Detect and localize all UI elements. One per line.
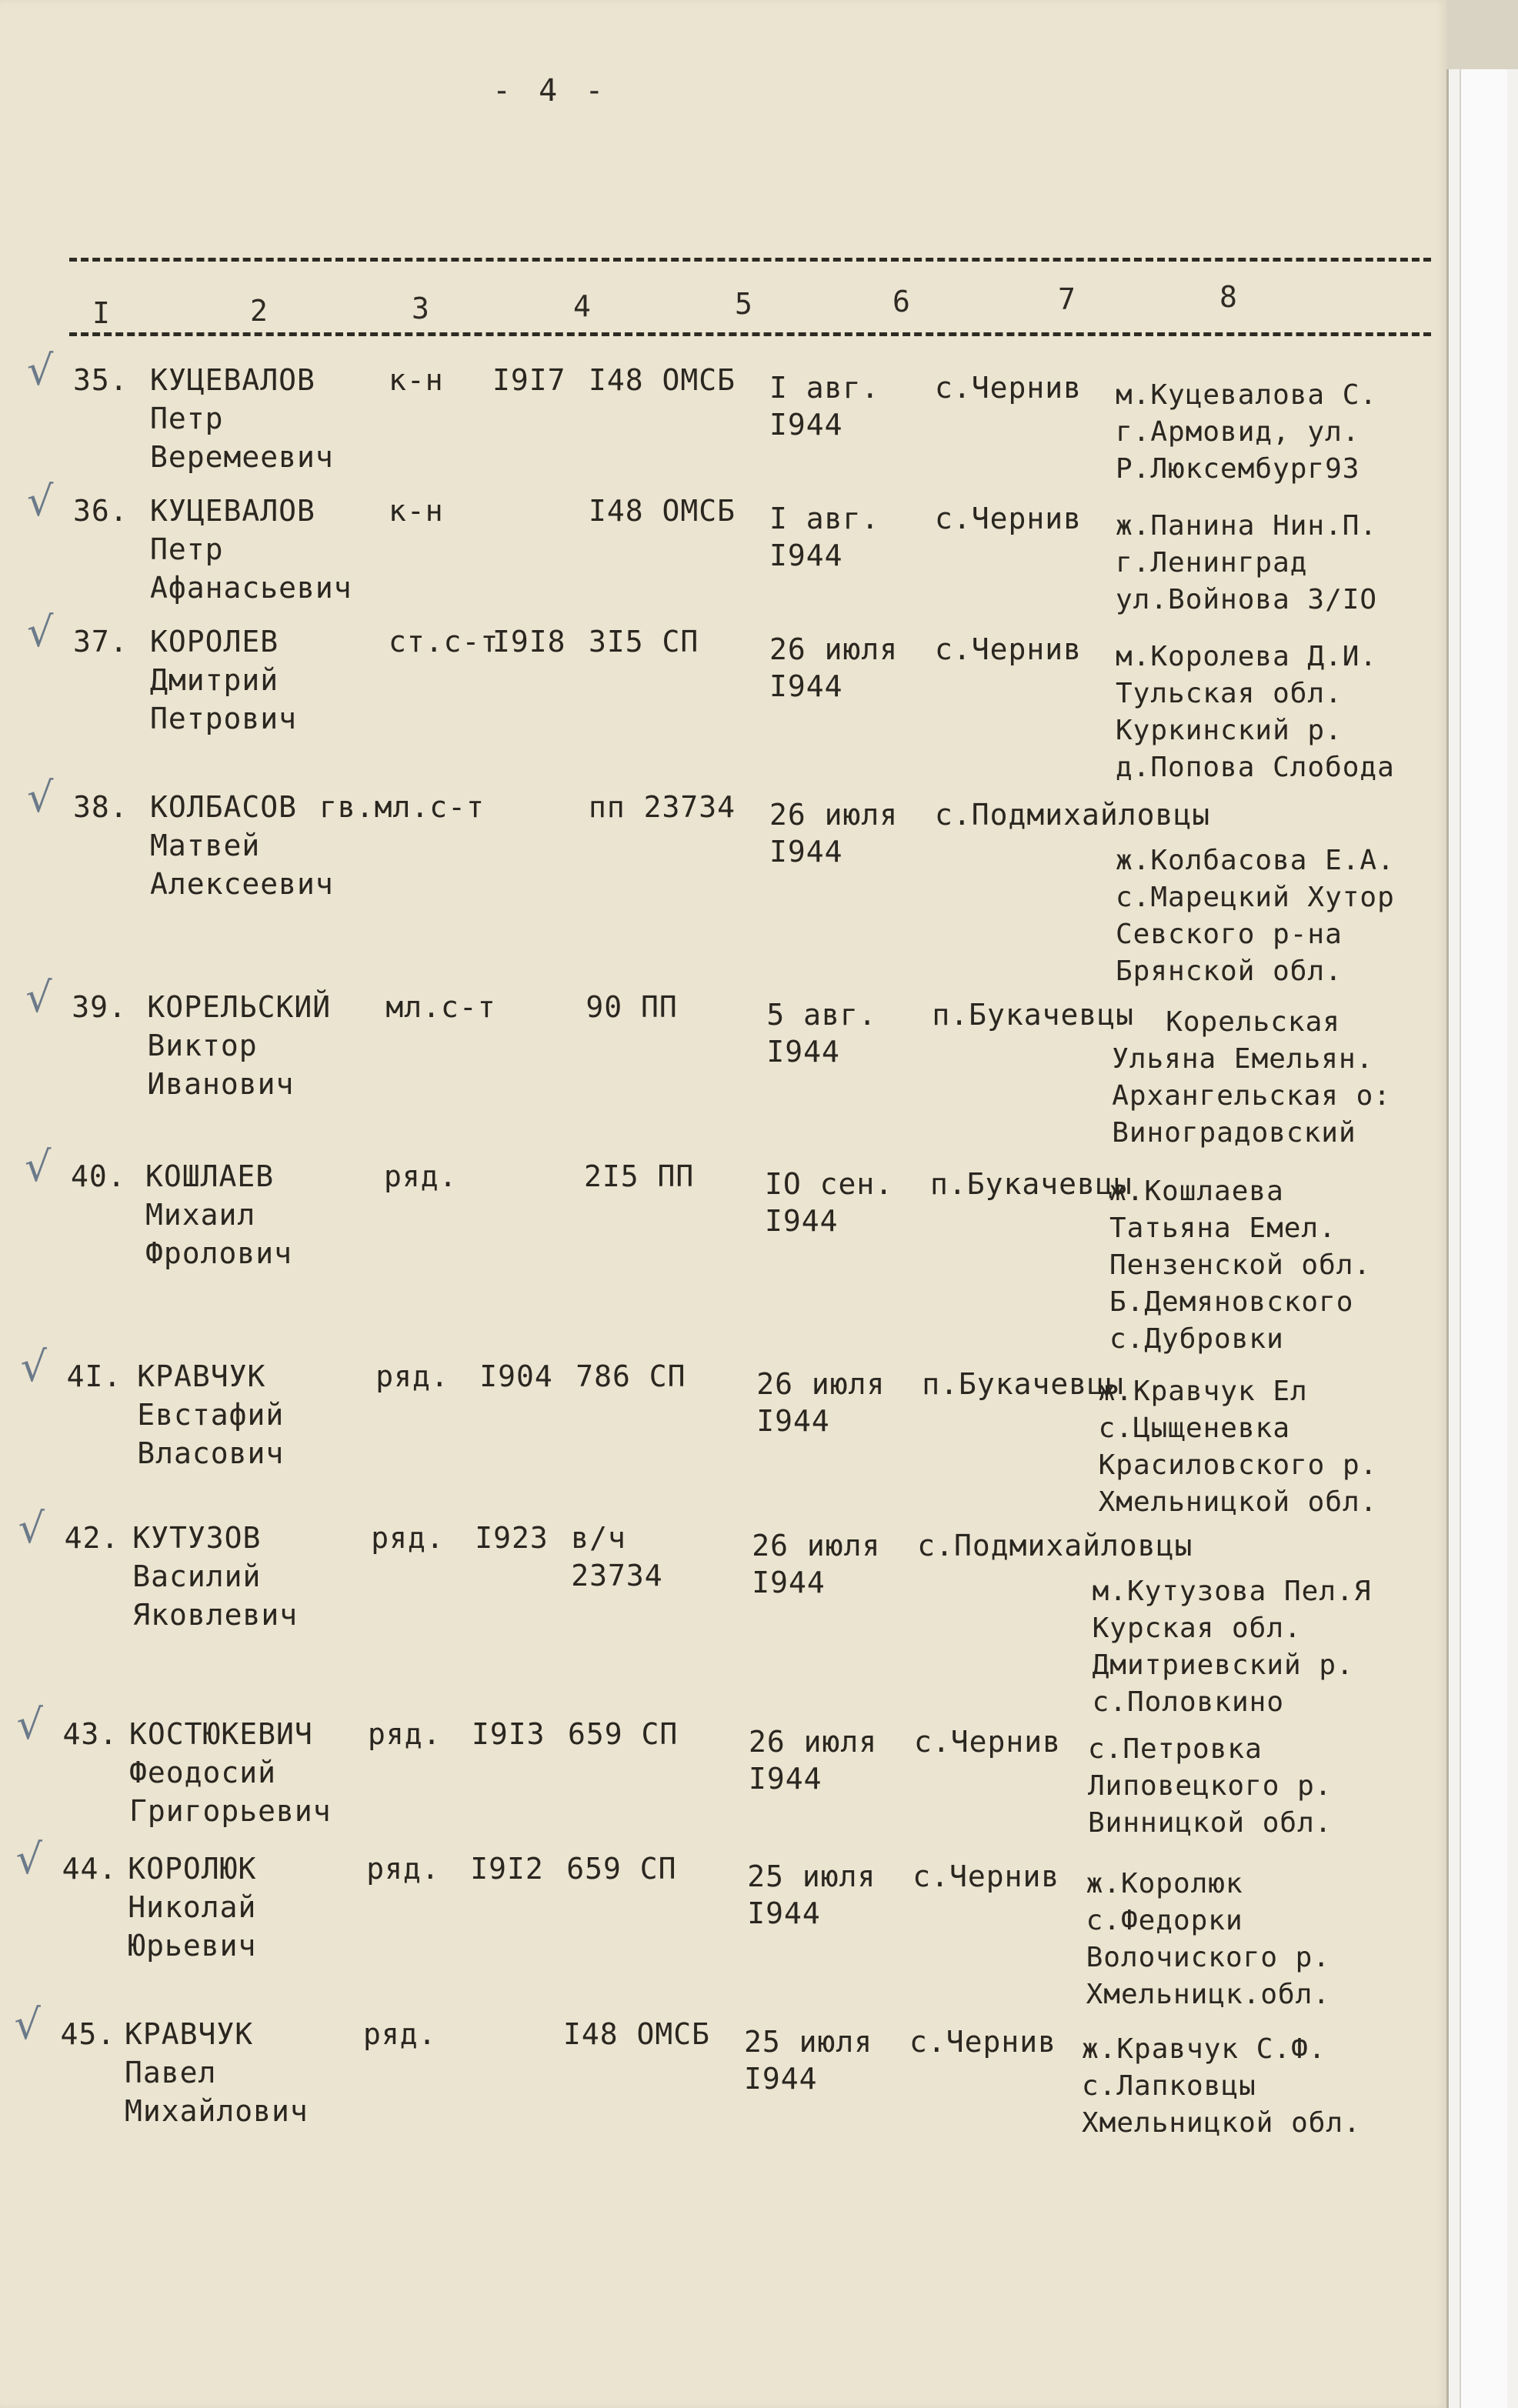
relative-address-line: с.Марецкий Хутор	[1116, 882, 1395, 913]
relative-address-line: Севского р-на	[1116, 919, 1343, 950]
death-date: 25 июля	[744, 2025, 873, 2059]
birth-year: I9I3	[472, 1717, 545, 1751]
entry-number: 45.	[60, 2017, 116, 2051]
relative-address-line: с.Федорки	[1086, 1905, 1243, 1936]
surname: КОРОЛЕВ	[150, 625, 279, 659]
death-date: I авг.	[769, 371, 880, 405]
relative-address-line: Тульская обл.	[1116, 678, 1343, 709]
surname: КУЦЕВАЛОВ	[150, 494, 315, 528]
check-mark: √	[25, 1142, 52, 1191]
military-unit: 3I5 СП	[589, 625, 699, 659]
column-number: 3	[412, 292, 429, 325]
relative-address-line: Курская обл.	[1092, 1613, 1302, 1644]
relative-address-line: ж.Кравчук С.Ф.	[1082, 2033, 1326, 2065]
burial-place: с.Чернив	[935, 371, 1083, 405]
relative-address-line: Р.Люксембург93	[1116, 453, 1360, 485]
death-date: 26 июля	[752, 1529, 881, 1563]
birth-year: I904	[479, 1359, 553, 1393]
entry-number: 37.	[73, 625, 128, 659]
relative-address-line: Б.Демяновского	[1109, 1286, 1354, 1318]
relative-address-line: ж.Кравчук Ел	[1098, 1376, 1308, 1407]
first-name: Виктор	[147, 1029, 258, 1062]
death-year: I944	[752, 1566, 826, 1599]
check-mark: √	[14, 2000, 41, 2049]
entry-number: 40.	[71, 1159, 126, 1193]
death-year: I944	[769, 835, 843, 869]
check-mark: √	[27, 477, 54, 525]
column-number: 5	[735, 287, 752, 321]
entry-number: 4I.	[66, 1359, 122, 1393]
relative-address-line: с.Петровка	[1088, 1733, 1263, 1765]
surname: КОШЛАЕВ	[145, 1159, 275, 1193]
military-unit: 2I5 ПП	[584, 1159, 695, 1193]
surname: КОРЕЛЬСКИЙ	[147, 990, 332, 1024]
relative-address-line: Виноградовский	[1112, 1117, 1356, 1149]
birth-year: I9I8	[492, 625, 566, 659]
column-number: I	[92, 296, 110, 330]
header-rule-bottom	[69, 332, 1431, 336]
surname: КРАВЧУК	[125, 2017, 254, 2051]
death-year: I944	[765, 1204, 839, 1238]
relative-address-line: Татьяна Емел.	[1109, 1212, 1336, 1244]
relative-address-line: м.Кутузова Пел.Я	[1092, 1576, 1372, 1607]
rank: ряд.	[366, 1852, 440, 1886]
burial-place: с.Чернив	[935, 502, 1083, 535]
burial-place: с.Подмихайловцы	[935, 798, 1211, 832]
patronymic: Юрьевич	[128, 1929, 257, 1963]
entry-number: 36.	[73, 494, 128, 528]
rank: гв.мл.с-т	[319, 790, 485, 824]
first-name: Павел	[125, 2056, 217, 2089]
patronymic: Григорьевич	[129, 1794, 332, 1828]
surname: КУЦЕВАЛОВ	[150, 363, 315, 397]
patronymic: Алексеевич	[150, 867, 334, 901]
surname: КОРОЛЮК	[128, 1852, 257, 1886]
rank: ряд.	[375, 1359, 449, 1393]
birth-year: I9I2	[470, 1852, 544, 1886]
death-year: I944	[744, 2062, 818, 2096]
military-unit: 90 ПП	[586, 990, 678, 1024]
burial-place: с.Чернив	[909, 2025, 1057, 2059]
relative-address-line: г.Армовид, ул.	[1116, 416, 1360, 448]
relative-address-line: Хмельницк.обл.	[1086, 1979, 1331, 2010]
first-name: Дмитрий	[150, 663, 279, 697]
header-rule-top	[69, 258, 1431, 262]
first-name: Феодосий	[129, 1756, 277, 1789]
relative-address-line: ж.Панина Нин.П.	[1116, 510, 1378, 542]
relative-address-line: Куркинский р.	[1116, 715, 1343, 746]
patronymic: Иванович	[147, 1067, 295, 1101]
rank: ряд.	[371, 1521, 445, 1555]
relative-address-line: Ульяна Емельян.	[1112, 1043, 1374, 1075]
military-unit: I48 ОМСБ	[589, 494, 736, 528]
military-unit: 786 СП	[576, 1359, 686, 1393]
first-name: Петр	[150, 532, 224, 566]
death-year: I944	[769, 408, 843, 442]
death-year: I944	[747, 1896, 821, 1930]
rank: ряд.	[368, 1717, 442, 1751]
death-year: I944	[769, 669, 843, 703]
rank: к-н	[389, 494, 444, 528]
relative-address-line: Брянской обл.	[1116, 956, 1343, 987]
check-mark: √	[15, 1835, 43, 1883]
burial-place: с.Чернив	[912, 1859, 1060, 1893]
patronymic: Власович	[137, 1436, 285, 1470]
burial-place: п.Букачевцы	[922, 1367, 1124, 1401]
surname: КОСТЮКЕВИЧ	[129, 1717, 313, 1751]
burial-place: п.Букачевцы	[930, 1167, 1133, 1201]
relative-address-line: Волочиского р.	[1086, 1942, 1331, 1973]
death-year: I944	[769, 539, 843, 572]
check-mark: √	[16, 1700, 43, 1749]
birth-year: I9I7	[492, 363, 566, 397]
entry-number: 38.	[73, 790, 128, 824]
relative-address-line: д.Попова Слобода	[1116, 752, 1395, 783]
death-date: 25 июля	[747, 1859, 876, 1893]
check-mark: √	[27, 773, 54, 822]
first-name: Петр	[150, 402, 224, 435]
relative-address-line: ж.Кошлаева	[1109, 1176, 1284, 1207]
check-mark: √	[27, 608, 54, 656]
burial-place: с.Подмихайловцы	[917, 1529, 1193, 1563]
patronymic: Фролович	[145, 1236, 293, 1270]
relative-address-line: ж.Колбасова Е.А.	[1116, 845, 1395, 876]
patronymic: Михайлович	[125, 2094, 309, 2128]
entry-number: 43.	[62, 1717, 118, 1751]
death-date: 26 июля	[749, 1725, 878, 1759]
relative-address-line: Липовецкого р.	[1088, 1770, 1333, 1802]
patronymic: Петрович	[150, 702, 298, 735]
military-unit: пп 23734	[589, 790, 736, 824]
rank: мл.с-т	[385, 990, 496, 1024]
military-unit: 659 СП	[566, 1852, 677, 1886]
military-unit: I48 ОМСБ	[563, 2017, 711, 2051]
relative-address-line: г.Ленинград	[1116, 547, 1308, 579]
birth-year: I923	[475, 1521, 549, 1555]
relative-address-line: Винницкой обл.	[1088, 1807, 1333, 1839]
relative-address-line: м.Куцевалова С.	[1116, 379, 1378, 411]
page-number: - 4 -	[492, 73, 609, 108]
check-mark: √	[20, 1342, 48, 1391]
column-number: 6	[892, 285, 910, 319]
death-date: IO сен.	[765, 1167, 894, 1201]
relative-address-line: с.Цыщеневка	[1098, 1412, 1291, 1444]
patronymic: Яковлевич	[132, 1598, 299, 1632]
check-mark: √	[25, 973, 52, 1022]
patronymic: Веремеевич	[150, 440, 334, 474]
death-date: 26 июля	[769, 632, 899, 666]
first-name: Михаил	[145, 1198, 256, 1232]
relative-address-line: Пензенской обл.	[1109, 1249, 1372, 1281]
relative-address-line: с.Лапковцы	[1082, 2070, 1256, 2102]
entry-number: 44.	[62, 1852, 118, 1886]
column-number: 4	[573, 289, 591, 323]
surname: КРАВЧУК	[137, 1359, 266, 1393]
patronymic: Афанасьевич	[150, 571, 352, 605]
surname: КУТУЗОВ	[132, 1521, 262, 1555]
relative-address-line: Дмитриевский р.	[1092, 1649, 1354, 1681]
rank: к-н	[389, 363, 444, 397]
column-number: 7	[1058, 282, 1076, 316]
relative-address-line: ж.Королюк	[1086, 1868, 1243, 1899]
relative-address-line: Корельская	[1166, 1006, 1340, 1038]
relative-address-line: с.Дубровки	[1109, 1323, 1284, 1355]
relative-address-line: ул.Войнова 3/IO	[1116, 584, 1378, 615]
entry-number: 39.	[72, 990, 127, 1024]
surname: КОЛБАСОВ	[150, 790, 298, 824]
rank: ряд.	[384, 1159, 458, 1193]
entry-number: 42.	[64, 1521, 120, 1555]
relative-address-line: Красиловского р.	[1098, 1449, 1378, 1481]
burial-place: с.Чернив	[914, 1725, 1062, 1759]
rank: ст.с-т	[389, 625, 499, 659]
entry-number: 35.	[73, 363, 128, 397]
relative-address-line: Архангельская о:	[1112, 1080, 1391, 1112]
check-mark: √	[27, 346, 54, 395]
death-year: I944	[749, 1762, 822, 1796]
first-name: Николай	[128, 1890, 257, 1924]
death-date: 26 июля	[769, 798, 899, 832]
relative-address-line: Хмельницкой обл.	[1098, 1486, 1378, 1518]
relative-address-line: с.Половкино	[1092, 1686, 1285, 1718]
first-name: Евстафий	[137, 1398, 285, 1432]
death-date: 5 авг.	[766, 998, 877, 1032]
relative-address-line: м.Королева Д.И.	[1116, 641, 1378, 672]
death-year: I944	[766, 1035, 840, 1069]
underlying-sheet-edge	[1446, 69, 1518, 2408]
death-date: I авг.	[769, 502, 880, 535]
military-unit: в/ч 23734	[571, 1521, 663, 1593]
death-date: 26 июля	[756, 1367, 886, 1401]
military-unit: 659 СП	[568, 1717, 679, 1751]
burial-place: п.Букачевцы	[932, 998, 1135, 1032]
rank: ряд.	[363, 2017, 437, 2051]
death-year: I944	[756, 1404, 830, 1438]
military-unit: I48 ОМСБ	[589, 363, 736, 397]
burial-place: с.Чернив	[935, 632, 1083, 666]
column-number: 8	[1219, 280, 1237, 314]
check-mark: √	[18, 1504, 45, 1553]
first-name: Василий	[132, 1559, 262, 1593]
relative-address-line: Хмельницкой обл.	[1082, 2107, 1361, 2139]
column-number: 2	[250, 294, 268, 328]
first-name: Матвей	[150, 829, 261, 862]
